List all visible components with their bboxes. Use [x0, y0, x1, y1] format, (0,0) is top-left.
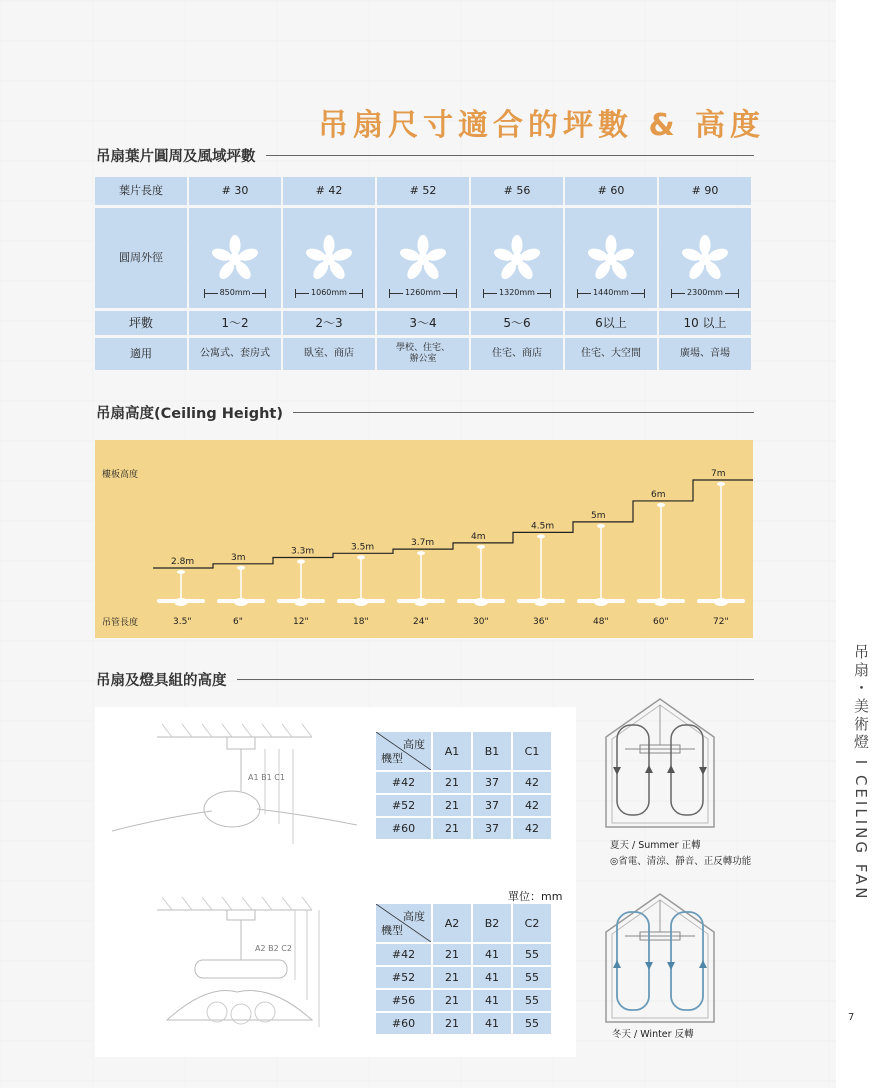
table-cell: 41: [473, 1013, 511, 1034]
diameter-dimension: [577, 288, 645, 298]
diameter-value: 1260mm: [405, 288, 441, 297]
table-header: C2: [513, 904, 551, 942]
diameter-value: 2300mm: [687, 288, 723, 297]
area-cell: 1～2: [189, 311, 281, 335]
table-cell: #56: [376, 990, 431, 1011]
fan-rod-icon: [697, 482, 745, 606]
table-header-row: [376, 904, 551, 942]
table-cell: 42: [513, 818, 551, 839]
diagram2-dim-labels: A2 B2 C2: [255, 944, 292, 953]
diameter-value: 1440mm: [593, 288, 629, 297]
diagram1-dim-labels: A1 B1 C1: [248, 773, 285, 782]
table-cell: 37: [473, 795, 511, 816]
fan-icon: [583, 234, 639, 284]
use-cell: 住宅、商店: [471, 338, 563, 370]
winter-caption: 冬天 / Winter 反轉: [612, 1029, 694, 1040]
winter-airflow-diagram: [600, 890, 720, 1025]
table-cell: #42: [376, 944, 431, 965]
fan-icon: [207, 234, 263, 284]
spec-row-model: [95, 177, 753, 205]
table-header-row: [376, 732, 551, 770]
table-cell: 41: [473, 967, 511, 988]
section-heading-blade-area: [96, 145, 754, 165]
table-row: [376, 818, 551, 839]
rod-length-label: 36": [533, 617, 549, 627]
table-cell: 21: [433, 990, 471, 1011]
diameter-value: 1060mm: [311, 288, 347, 297]
table-header: A1: [433, 732, 471, 770]
table-cell: 21: [433, 772, 471, 793]
row-label: 葉片長度: [95, 177, 187, 205]
table-header: B2: [473, 904, 511, 942]
area-cell: 6以上: [565, 311, 657, 335]
fan-rod-icon: [277, 560, 325, 606]
ceiling-height-chart: [95, 440, 753, 638]
section-heading-ceiling-height: [96, 402, 754, 422]
table-cell: 37: [473, 772, 511, 793]
corner-top-label: 高度: [403, 910, 425, 923]
use-cell: 住宅、大空間: [565, 338, 657, 370]
fan-icon: [677, 234, 733, 284]
use-cell: 學校、住宅、辦公室: [377, 338, 469, 370]
height-label: 2.8m: [171, 557, 195, 567]
use-cell: 公寓式、套房式: [189, 338, 281, 370]
page-title: 吊扇尺寸適合的坪數 & 高度: [318, 108, 766, 143]
section-heading-text: 吊扇高度(Ceiling Height): [96, 405, 283, 422]
table-cell: 21: [433, 944, 471, 965]
fan-rod-icon: [457, 545, 505, 606]
rod-length-label: 48": [593, 617, 609, 627]
table-cell: #42: [376, 772, 431, 793]
table-cell: #52: [376, 967, 431, 988]
light-kit-table-2: [374, 902, 553, 1036]
fan-icon: [489, 234, 545, 284]
sidebar-vertical-title: 吊扇・美術燈 I CEILING FAN: [852, 644, 870, 902]
diameter-value: 850mm: [219, 288, 251, 297]
diameter-cell: [189, 208, 281, 308]
table-row: [376, 772, 551, 793]
table-row: [376, 990, 551, 1011]
model-cell: # 60: [565, 177, 657, 205]
spec-row-diameter: [95, 208, 753, 308]
table-cell: 42: [513, 795, 551, 816]
model-cell: # 42: [283, 177, 375, 205]
use-cell: 臥室、商店: [283, 338, 375, 370]
row-label: 適用: [95, 338, 187, 370]
table-header: A2: [433, 904, 471, 942]
corner-bottom-label: 機型: [381, 924, 403, 937]
table-cell: 21: [433, 795, 471, 816]
summer-note: ◎省電、清涼、靜音、正反轉功能: [610, 856, 752, 867]
model-cell: # 56: [471, 177, 563, 205]
diameter-cell: [565, 208, 657, 308]
fan-rod-icon: [517, 534, 565, 606]
light-kit-table-1: [374, 730, 553, 841]
section-heading-text: 吊扇葉片圓周及風域坪數: [96, 148, 256, 165]
table-cell: #52: [376, 795, 431, 816]
table-cell: 55: [513, 944, 551, 965]
fan-icon: [395, 234, 451, 284]
corner-top-label: 高度: [403, 738, 425, 751]
table-row: [376, 967, 551, 988]
row-label: 坪數: [95, 311, 187, 335]
table-cell: 55: [513, 990, 551, 1011]
table-cell: 55: [513, 967, 551, 988]
rod-length-label: 24": [413, 617, 429, 627]
rod-length-label: 3.5": [173, 617, 192, 627]
rod-length-label: 60": [653, 617, 669, 627]
divider: [293, 412, 754, 413]
table-corner: [376, 904, 431, 942]
fan-rod-icon: [577, 524, 625, 606]
unit-label: 單位：mm: [508, 890, 563, 903]
page-number: 7: [848, 1012, 855, 1023]
divider: [266, 155, 755, 156]
corner-bottom-label: 機型: [381, 752, 403, 765]
table-cell: 41: [473, 944, 511, 965]
fan-rod-icon: [157, 570, 205, 606]
diameter-cell: [471, 208, 563, 308]
rod-length-label: 30": [473, 617, 489, 627]
table-row: [376, 795, 551, 816]
height-label: 3.5m: [351, 542, 375, 553]
table-cell: #60: [376, 1013, 431, 1034]
diameter-cell: [283, 208, 375, 308]
height-label: 5m: [591, 510, 606, 521]
row-label: 圓周外徑: [95, 208, 187, 308]
diameter-dimension: [483, 288, 551, 298]
table-corner: [376, 732, 431, 770]
fan-rod-icon: [217, 566, 265, 606]
table-row: [376, 1013, 551, 1034]
diameter-dimension: [204, 288, 267, 298]
rod-length-label: 72": [713, 617, 729, 627]
height-label: 3m: [231, 552, 246, 563]
height-label: 3.7m: [411, 538, 435, 549]
height-label: 4.5m: [531, 521, 555, 532]
fan-rod-icon: [337, 555, 385, 606]
spec-row-area: [95, 311, 753, 335]
height-label: 6m: [651, 489, 666, 500]
fan-rod-icon: [637, 503, 685, 606]
height-label: 4m: [471, 531, 486, 542]
ceiling-label: 樓板高度: [102, 470, 139, 480]
diameter-dimension: [389, 288, 457, 298]
table-cell: 37: [473, 818, 511, 839]
section-heading-light-kit: [96, 669, 754, 689]
table-cell: 42: [513, 772, 551, 793]
table-cell: #60: [376, 818, 431, 839]
table-cell: 21: [433, 1013, 471, 1034]
table-header: B1: [473, 732, 511, 770]
use-cell: 廣場、音場: [659, 338, 751, 370]
fan-icon: [301, 234, 357, 284]
model-cell: # 90: [659, 177, 751, 205]
model-cell: # 52: [377, 177, 469, 205]
area-cell: 3～4: [377, 311, 469, 335]
light-kit-height-diagram: [107, 892, 357, 1042]
diameter-cell: [659, 208, 751, 308]
summer-caption: 夏天 / Summer 正轉: [610, 840, 701, 851]
area-cell: 2～3: [283, 311, 375, 335]
table-cell: 41: [473, 990, 511, 1011]
table-cell: 55: [513, 1013, 551, 1034]
rod-label: 吊管長度: [102, 618, 139, 628]
spec-row-use: [95, 338, 753, 370]
rod-length-label: 6": [233, 617, 243, 627]
divider: [237, 679, 755, 680]
table-cell: 21: [433, 967, 471, 988]
section-heading-text: 吊扇及燈具組的高度: [96, 672, 227, 689]
rod-length-label: 18": [353, 617, 369, 627]
rod-length-label: 12": [293, 617, 309, 627]
table-cell: 21: [433, 818, 471, 839]
summer-airflow-diagram: [600, 695, 720, 830]
diameter-dimension: [671, 288, 739, 298]
height-label: 3.3m: [291, 546, 315, 557]
diameter-dimension: [295, 288, 363, 298]
area-cell: 5～6: [471, 311, 563, 335]
area-cell: 10 以上: [659, 311, 751, 335]
table-header: C1: [513, 732, 551, 770]
fan-spec-table: [95, 177, 753, 373]
table-row: [376, 944, 551, 965]
fan-height-diagram: [107, 719, 357, 849]
model-cell: # 30: [189, 177, 281, 205]
ceiling-step-diagram: [95, 440, 753, 638]
fan-rod-icon: [397, 551, 445, 606]
height-label: 7m: [711, 469, 726, 479]
diameter-value: 1320mm: [499, 288, 535, 297]
diameter-cell: [377, 208, 469, 308]
